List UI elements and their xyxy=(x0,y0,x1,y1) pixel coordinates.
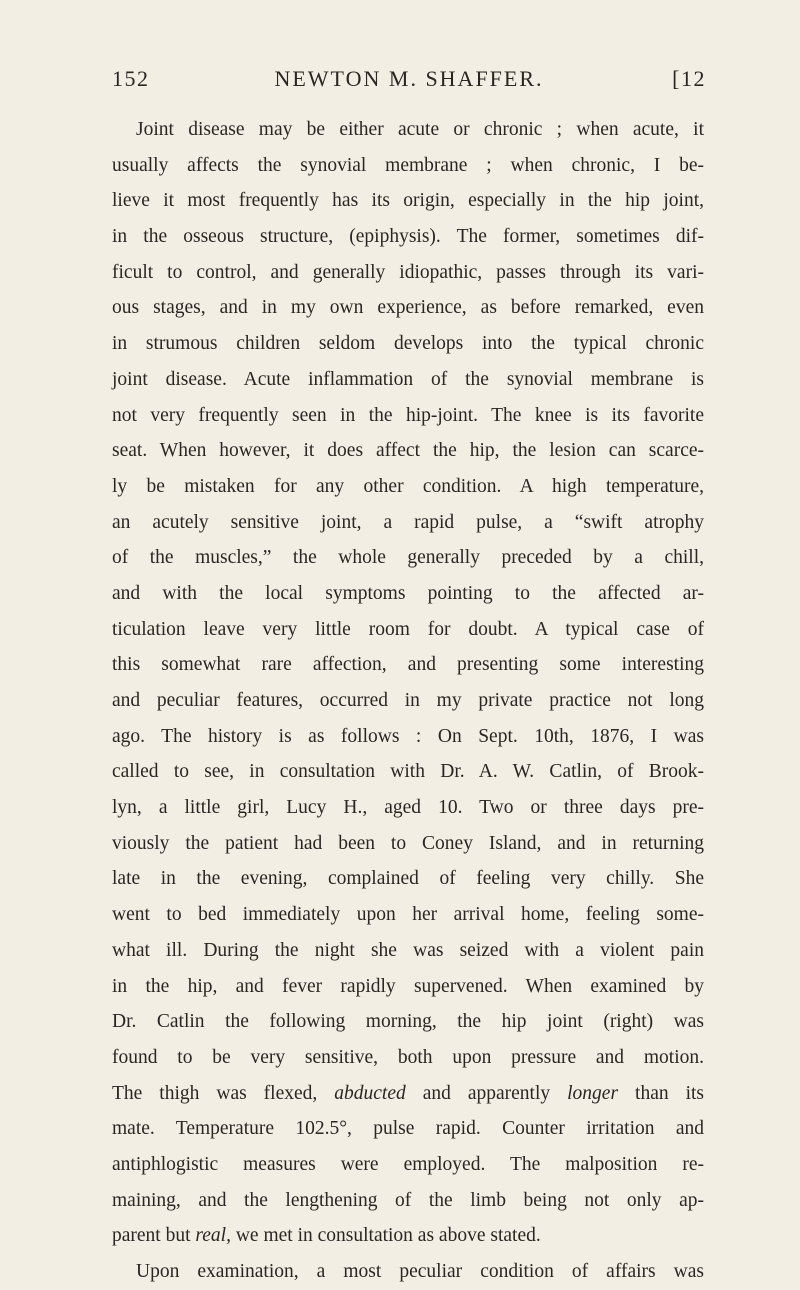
text-run: The thigh was flexed, xyxy=(112,1082,335,1104)
body-text xyxy=(112,112,704,1290)
text-line: Upon examination, a most peculiar condition of affairs was xyxy=(136,1261,704,1282)
text-line: Dr. Catlin the following morning, the hip joint (right) was xyxy=(112,1011,704,1033)
text-line: joint disease. Acute inflammation of the synovial membrane is xyxy=(112,368,704,390)
text-line: an acutely sensitive joint, a rapid pulse, a “swift atrophy xyxy=(112,511,704,533)
text-line: of the muscles,” the whole generally preceded by a chill, xyxy=(112,547,704,569)
text-line: called to see, in consultation with Dr. A. W. Catlin, of Brook- xyxy=(112,761,704,783)
text-line: ous stages, and in my own experience, as before remarked, even xyxy=(112,297,704,319)
italic-run-real: real xyxy=(195,1225,227,1247)
running-head-author: NEWTON M. SHAFFER. xyxy=(274,66,544,91)
text-run: and apparently xyxy=(405,1082,568,1104)
text-line xyxy=(112,1076,704,1112)
text-line: in the hip, and fever rapidly supervened. When examined by xyxy=(112,975,704,997)
text-line: went to bed immediately upon her arrival home, feeling some- xyxy=(112,904,704,926)
text-line: viously the patient had been to Coney Island, and in returning xyxy=(112,832,704,854)
text-line: late in the evening, complained of feeling very chilly. She xyxy=(112,868,704,890)
text-line: found to be very sensitive, both upon pressure and motion. xyxy=(112,1046,704,1068)
text-line xyxy=(112,1218,704,1254)
section-marker: [12 xyxy=(672,66,706,91)
text-line: and peculiar features, occurred in my private practice not long xyxy=(112,690,704,711)
page-number: 152 xyxy=(112,66,150,91)
text-line: not very frequently seen in the hip-joint. The knee is its favorite xyxy=(112,404,704,426)
text-line: in strumous children seldom develops into the typical chronic xyxy=(112,333,704,355)
text-line: usually affects the synovial membrane ; when chronic, I be- xyxy=(112,154,704,176)
text-line: lyn, a little girl, Lucy H., aged 10. Two or three days pre- xyxy=(112,797,704,819)
text-line: ticulation leave very little room for doubt. A typical case of xyxy=(112,618,704,640)
text-line: this somewhat rare affection, and presenting some interesting xyxy=(112,654,704,676)
text-line: antiphlogistic measures were employed. The malposition re- xyxy=(112,1153,704,1175)
running-head xyxy=(112,66,706,102)
text-line: and with the local symptoms pointing to the affected ar- xyxy=(112,582,704,604)
text-line: maining, and the lengthening of the limb being not only ap- xyxy=(112,1189,704,1211)
text-line: ago. The history is as follows : On Sept. 10th, 1876, I was xyxy=(112,725,704,747)
text-line: lieve it most frequently has its origin, especially in the hip joint, xyxy=(112,190,704,212)
text-run: parent but xyxy=(112,1225,196,1247)
text-line: mate. Temperature 102.5°, pulse rapid. Counter irritation and xyxy=(112,1118,704,1140)
text-line: ly be mistaken for any other condition. A high temperature, xyxy=(112,475,704,497)
text-line: seat. When however, it does affect the hip, the lesion can scarce- xyxy=(112,440,704,462)
text-run: than its xyxy=(618,1082,705,1104)
text-run: , we met in consultation as above stated. xyxy=(226,1225,541,1247)
text-line: Joint disease may be either acute or chronic ; when acute, it xyxy=(136,119,704,140)
text-line: what ill. During the night she was seized with a violent pain xyxy=(112,939,704,961)
text-line: ficult to control, and generally idiopathic, passes through its vari- xyxy=(112,261,704,283)
italic-run-longer: longer xyxy=(567,1082,619,1104)
italic-run-abducted: abducted xyxy=(334,1082,406,1104)
text-line: in the osseous structure, (epiphysis). The former, sometimes dif- xyxy=(112,226,704,248)
